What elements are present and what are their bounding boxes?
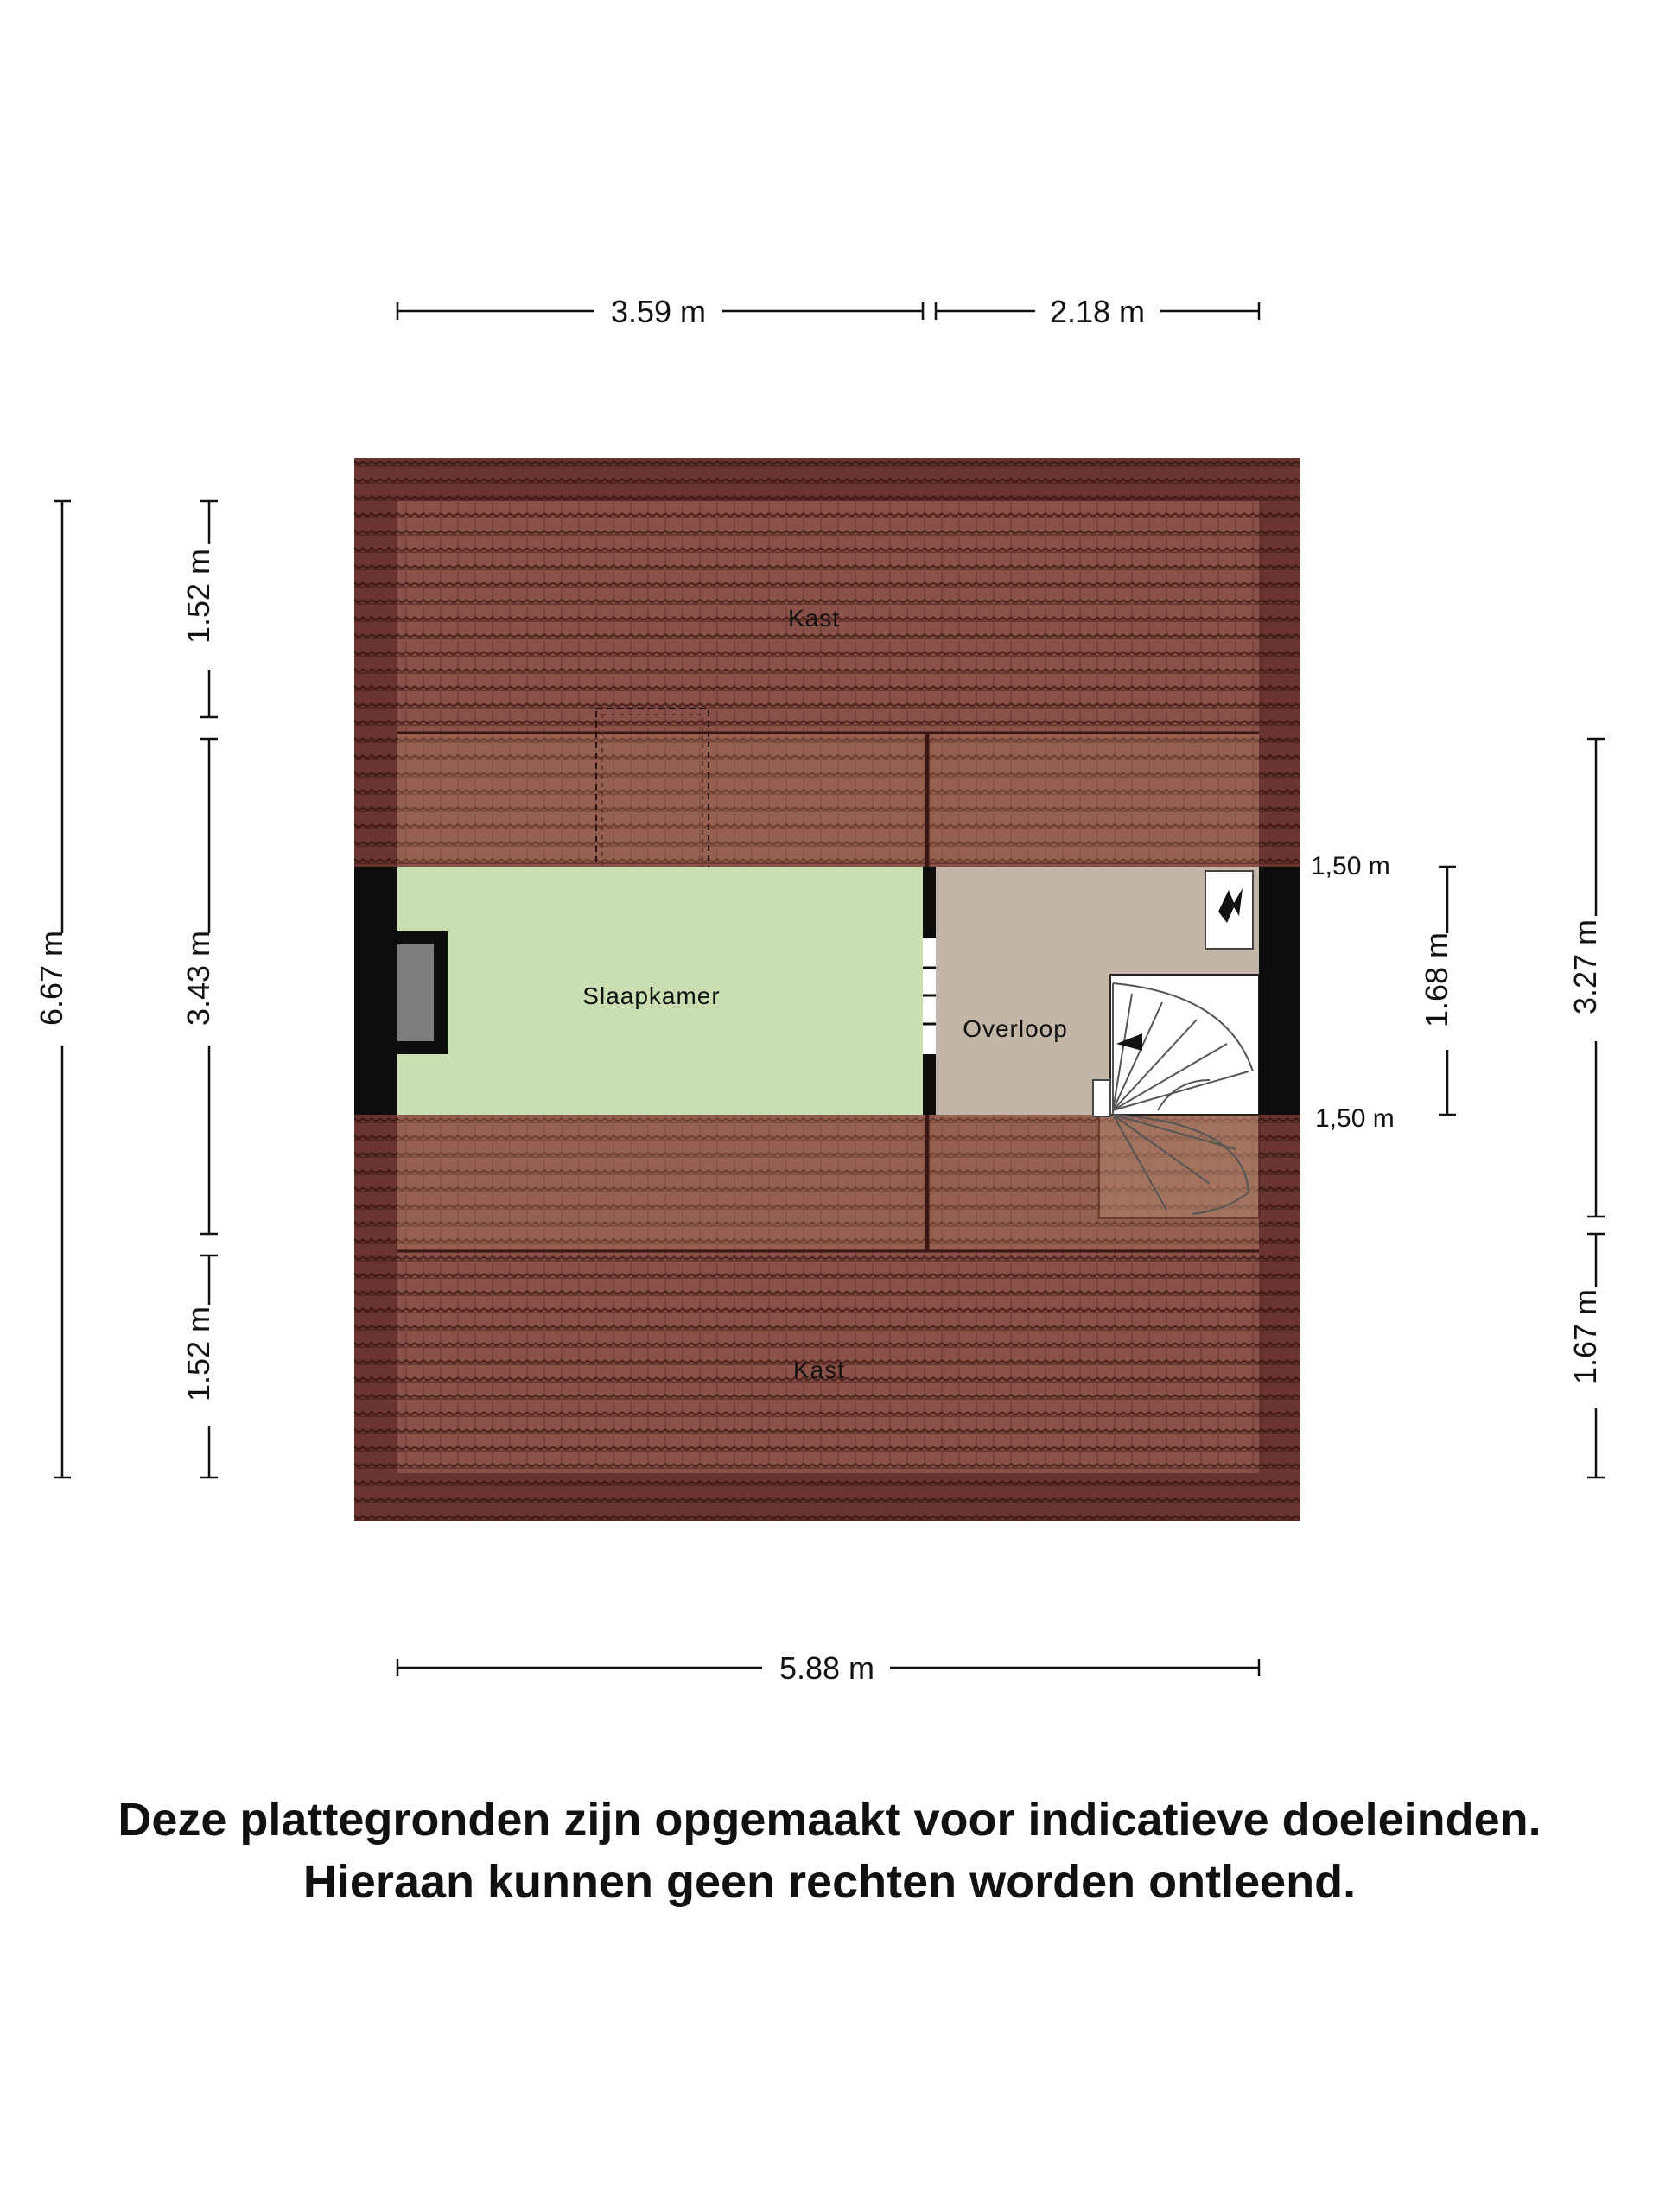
room-label-overloop: Overloop xyxy=(963,1015,1068,1042)
height-label-upper: 1,50 m xyxy=(1311,852,1390,880)
room-label-kast-top: Kast xyxy=(787,605,841,632)
chimney-inner xyxy=(397,944,434,1041)
room-label-slaapkamer: Slaapkamer xyxy=(582,982,721,1009)
dim-top-right: 2.18 m xyxy=(1049,294,1146,329)
dim-right-upper: 3.27 m xyxy=(1567,918,1603,1015)
dim-left-top: 1.52 m xyxy=(181,548,216,645)
dim-left-bottom: 1.52 m xyxy=(181,1306,216,1402)
room-label-kast-bottom: Kast xyxy=(792,1357,846,1383)
dim-top-left: 3.59 m xyxy=(610,294,707,329)
wall-left xyxy=(354,867,397,1115)
stair-post xyxy=(1093,1080,1110,1116)
dim-bottom: 5.88 m xyxy=(779,1650,875,1686)
upper-slope-band xyxy=(397,734,1259,862)
dim-right-overloop: 1.68 m xyxy=(1419,931,1454,1028)
disclaimer xyxy=(0,1789,1659,1913)
partition-door xyxy=(923,938,936,1054)
dim-left-middle: 3.43 m xyxy=(181,930,216,1027)
height-label-lower: 1,50 m xyxy=(1315,1104,1395,1133)
disclaimer-line-2: Hieraan kunnen geen rechten worden ontleend. xyxy=(302,1856,1357,1908)
wall-right xyxy=(1259,867,1300,1115)
dim-left-total: 6.67 m xyxy=(34,930,69,1027)
dim-right-lower: 1.67 m xyxy=(1567,1288,1603,1385)
stair-opening-below xyxy=(1099,1115,1259,1218)
disclaimer-line-1: Deze plattegronden zijn opgemaakt voor indicatieve doeleinden. xyxy=(118,1794,1541,1846)
